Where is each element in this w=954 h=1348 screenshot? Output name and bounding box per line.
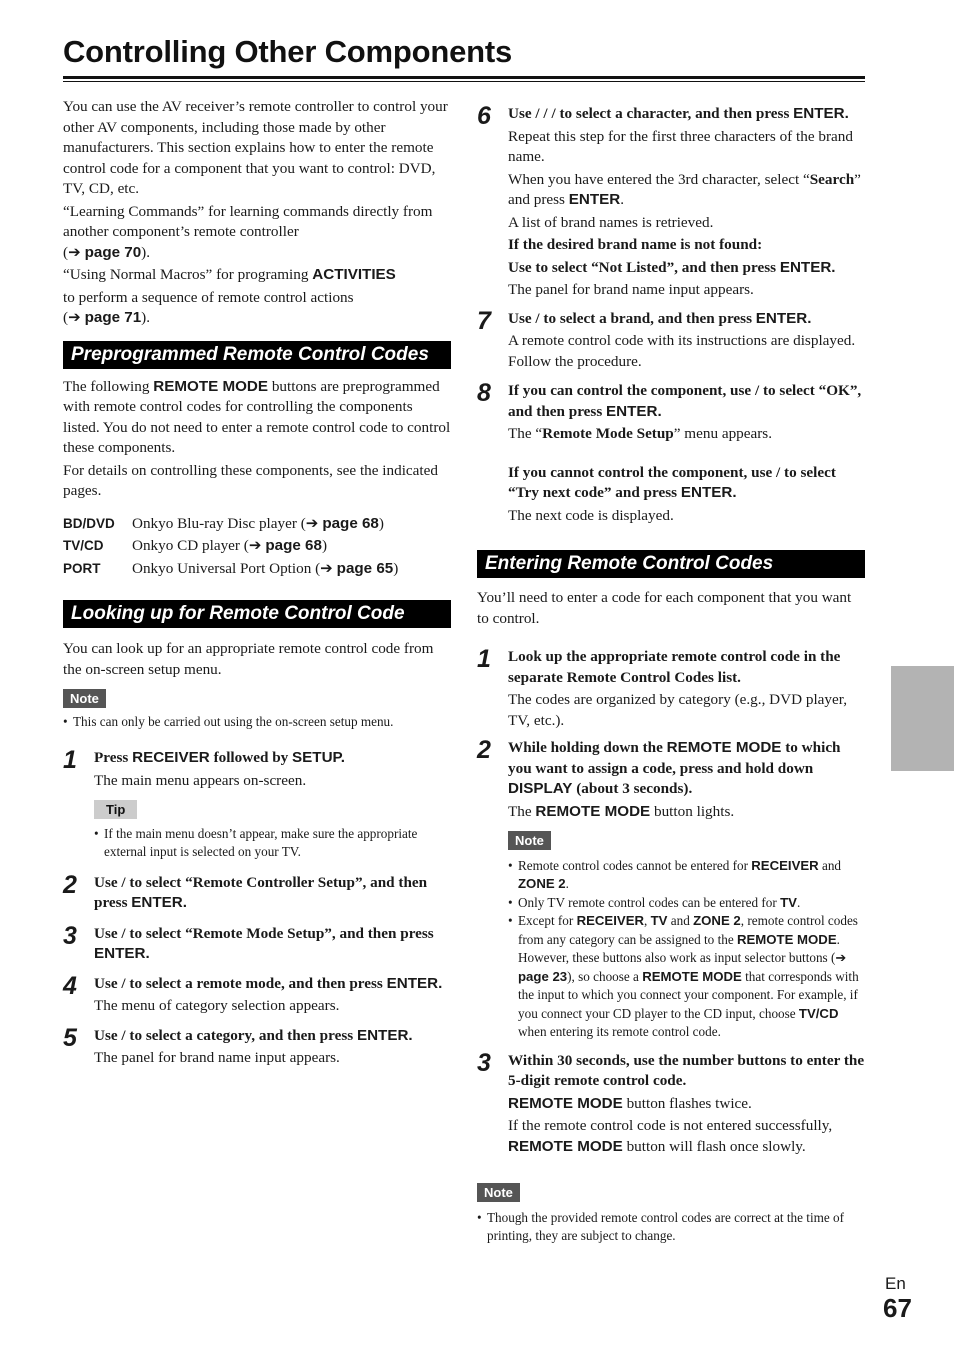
step-number: 5 [63, 1023, 77, 1052]
step-body: The panel for brand name input appears. [508, 281, 754, 298]
mode-key: PORT [63, 560, 101, 576]
section-header-preprogrammed: Preprogrammed Remote Control Codes [63, 341, 451, 369]
step-body: The codes are organized by category (e.g., DVD player, TV, etc.). [508, 691, 847, 729]
step-4 [63, 971, 451, 1017]
arrow-right-icon: ➔ [68, 243, 81, 261]
step-heading: Use / to select a brand, and then press ENTER. [508, 309, 812, 327]
step-7 [477, 306, 865, 373]
step-heading: Use / to select “Remote Controller Setup”, and then press ENTER. [94, 873, 428, 911]
page-ref[interactable]: page 68 [322, 514, 379, 532]
page-language: En [885, 1274, 906, 1293]
step-body: The main menu appears on-screen. [94, 771, 307, 789]
title-rule-thick [63, 76, 865, 79]
note-item: • Remote control codes cannot be entered for RECEIVER and ZONE 2. [508, 857, 865, 894]
step-body: The next code is displayed. [508, 506, 674, 524]
page-ref[interactable]: page 70 [84, 243, 142, 261]
step-5 [63, 1023, 451, 1069]
sec2-paragraph: You can look up for an appropriate remote control code from the on-screen setup menu. [63, 640, 434, 678]
note-item: • Only TV remote control codes can be entered for TV. [508, 894, 865, 913]
entry-step-3 [477, 1048, 865, 1158]
page-ref[interactable]: page 71 [84, 309, 142, 326]
step-heading: Within 30 seconds, use the number buttons to enter the 5-digit remote control code. [508, 1051, 865, 1089]
tip-label: Tip [94, 800, 137, 819]
step-number: 3 [477, 1048, 491, 1077]
step-number: 8 [477, 379, 491, 407]
page-title: Controlling Other Components [63, 34, 513, 69]
entry-step-2 [477, 738, 865, 1042]
step-heading: Press RECEIVER followed by SETUP. [94, 749, 345, 766]
section-header-lookup: Looking up for Remote Control Code [63, 600, 451, 628]
step-1 [63, 748, 451, 862]
title-rule-thin [63, 81, 865, 82]
step-number: 2 [477, 736, 491, 764]
step-3 [63, 921, 451, 965]
remote-mode-table [63, 514, 451, 580]
step-number: 3 [63, 921, 77, 950]
sec1-paragraph: The following REMOTE MODE buttons are preprogrammed with remote control codes for controlling the components listed. You do not need to enter a remote control code to control these components. [63, 377, 451, 456]
step-heading: Look up the appropriate remote control code in the separate Remote Control Codes list. [508, 648, 841, 686]
note-label: Note [508, 831, 551, 850]
step-heading: Use / to select a category, and then press ENTER. [94, 1026, 413, 1044]
entry-step-1 [477, 647, 865, 731]
step-body: The panel for brand name input appears. [94, 1049, 340, 1066]
step-heading: While holding down the REMOTE MODE to which you want to assign a code, press and hold down DISPLAY (about 3 seconds). [508, 739, 841, 797]
step-body: When you have entered the 3rd character, select “Search” and press ENTER. [508, 170, 861, 208]
note-item: • Except for RECEIVER, TV and ZONE 2, remote control codes from any category can be assigned to the REMOTE MODE. However, these buttons also work as input selector buttons (➔ page 23), so choose a REMOTE MODE that corresponds with the input to which you connect your component. For example, if you connect your CD player to the CD input, choose TV/CD when entering its remote control code. [508, 912, 865, 1042]
intro-learning: “Learning Commands” for learning commands directly from another component’s remote controller (➔ page 70). [63, 202, 433, 261]
step-heading: If you can control the component, use / to select “OK”, and then press ENTER. [508, 382, 862, 420]
note-label: Note [477, 1183, 520, 1202]
step-number: 6 [477, 102, 491, 130]
page-ref[interactable]: page 65 [336, 559, 394, 577]
step-number: 1 [63, 746, 77, 774]
step-body: A remote control code with its instructions are displayed. Follow the procedure. [508, 332, 856, 370]
step-number: 1 [477, 645, 491, 673]
step-body: REMOTE MODE button flashes twice. [508, 1094, 752, 1112]
step-subheading: If you cannot control the component, use / to select “Try next code” and press ENTER. [508, 463, 836, 501]
step-body: Repeat this step for the first three characters of the brand name. [508, 127, 853, 165]
arrow-right-icon: ➔ [320, 559, 333, 577]
tip-item: • If the main menu doesn’t appear, make sure the appropriate external input is selected on your TV. [94, 825, 451, 862]
step-body: The REMOTE MODE button lights. [508, 802, 735, 820]
chapter-tab [891, 666, 954, 771]
arrow-right-icon: ➔ [305, 514, 319, 532]
step-number: 7 [477, 306, 491, 335]
right-column [477, 104, 865, 1246]
note-item: • This can only be carried out using the on-screen setup menu. [63, 713, 451, 732]
arrow-right-icon: ➔ [248, 537, 262, 554]
arrow-right-icon: ➔ [68, 309, 81, 326]
note-label: Note [63, 689, 106, 708]
step-heading: Use / / / to select a character, and then press ENTER. [508, 105, 849, 122]
mode-desc: Onkyo Universal Port Option (➔ page 65) [132, 559, 399, 577]
page-ref[interactable]: page 68 [265, 537, 322, 554]
step-subheading: Use to select “Not Listed”, and then press ENTER. [508, 258, 836, 276]
note-list [508, 857, 865, 1042]
step-number: 2 [63, 870, 77, 899]
mode-key: BD/DVD [63, 515, 115, 531]
note-item: • Though the provided remote control codes are correct at the time of printing, they are subject to change. [477, 1209, 865, 1246]
sec1-paragraph-2: For details on controlling these components, see the indicated pages. [63, 461, 438, 499]
step-2 [63, 870, 451, 914]
left-column [63, 97, 451, 1069]
step-heading: Use / to select a remote mode, and then press ENTER. [94, 974, 443, 992]
section-header-entering: Entering Remote Control Codes [477, 550, 865, 578]
mode-desc: Onkyo Blu-ray Disc player (➔ page 68) [132, 514, 384, 532]
step-body: A list of brand names is retrieved. [508, 213, 714, 231]
step-body: The menu of category selection appears. [94, 997, 340, 1014]
intro-macros: “Using Normal Macros” for programing ACTIVITIES [63, 266, 396, 283]
step-6 [477, 104, 865, 301]
intro-macros-2: to perform a sequence of remote control actions (➔ page 71). [63, 288, 354, 326]
mode-desc: Onkyo CD player (➔ page 68) [132, 537, 327, 554]
intro-paragraph: You can use the AV receiver’s remote controller to control your other AV components, including those made by other manufacturers. This section explains how to enter the remote control code for a component that you want to control: DVD, TV, CD, etc. [63, 98, 448, 197]
step-subheading: If the desired brand name is not found: [508, 236, 763, 253]
step-number: 4 [63, 971, 77, 1000]
arrow-right-icon: ➔ [835, 950, 847, 965]
page-number: 67 [883, 1293, 912, 1323]
sec3-paragraph: You’ll need to enter a code for each component that you want to control. [477, 589, 852, 627]
step-heading: Use / to select “Remote Mode Setup”, and then press ENTER. [94, 924, 434, 962]
step-body: If the remote control code is not entered successfully, REMOTE MODE button will flash once slowly. [508, 1117, 833, 1155]
page-ref[interactable]: page 23 [518, 968, 568, 984]
step-body: The “Remote Mode Setup” menu appears. [508, 425, 773, 442]
step-8 [477, 381, 865, 526]
mode-key: TV/CD [63, 538, 104, 553]
